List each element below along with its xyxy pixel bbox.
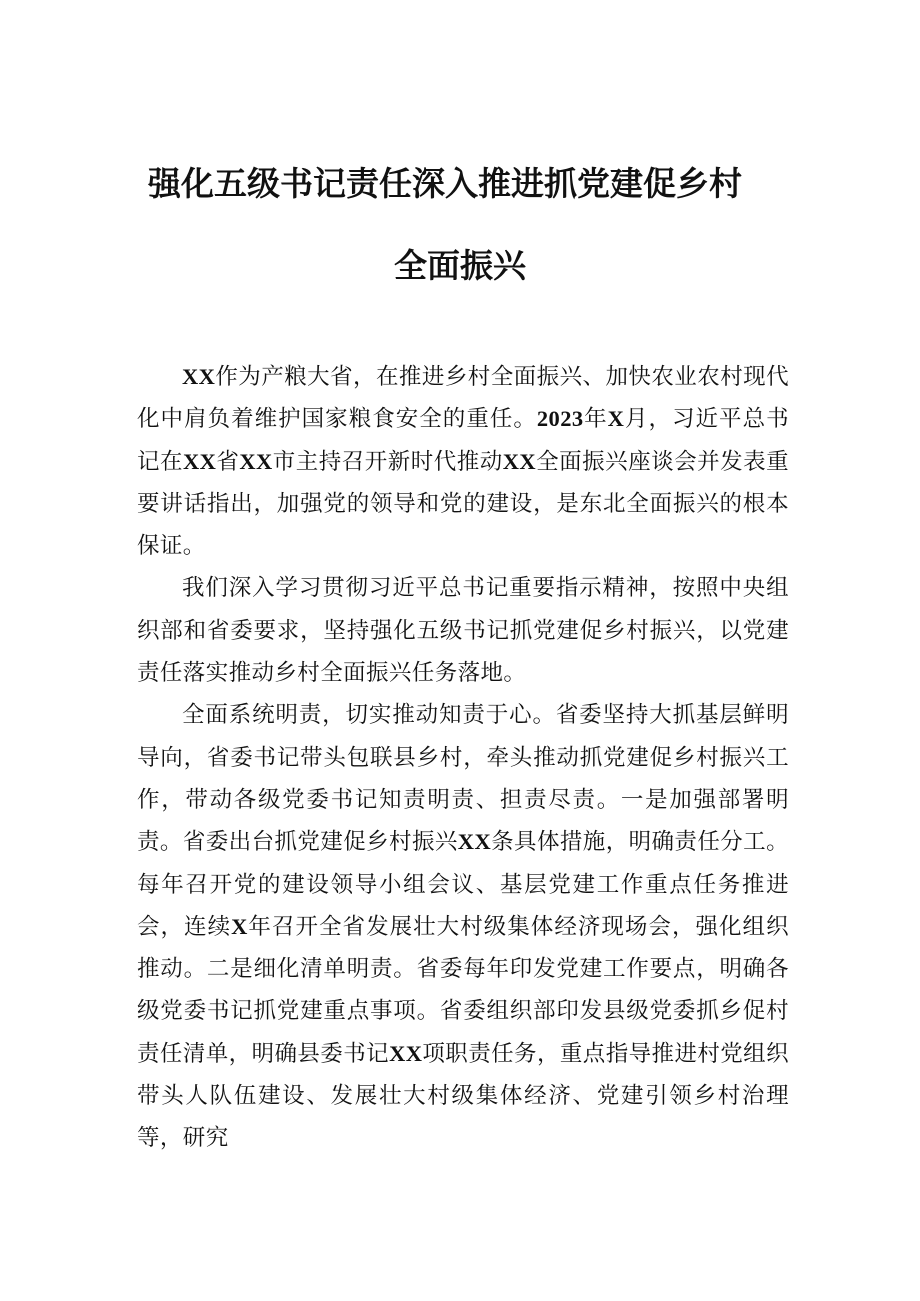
latin-run: XX — [183, 448, 217, 474]
title-line-2: 全面振兴 — [394, 246, 526, 285]
latin-run: XX — [502, 448, 537, 474]
latin-run: XX — [389, 1040, 423, 1066]
document-body — [137, 356, 789, 1160]
latin-run: XX — [457, 829, 492, 855]
paragraph-1: XX作为产粮大省，在推进乡村全面振兴、加快农业农村现代化中肩负着维护国家粮食安全的重任。2023年X月，习近平总书记在XX省XX市主持召开新时代推动XX全面振兴座谈会并发表重要讲话指出，加强党的领导和党的建设，是东北全面振兴的根本保证。 — [137, 364, 789, 560]
latin-run: 2023 — [536, 406, 584, 432]
paragraph-3: 全面系统明责，切实推动知责于心。省委坚持大抓基层鲜明导向，省委书记带头包联县乡村，牵头推动抓党建促乡村振兴工作，带动各级党委书记知责明责、担责尽责。一是加强部署明责。省委出台抓党建促乡村振兴XX条具体措施，明确责任分工。每年召开党的建设领导小组会议、基层党建工作重点任务推进会，连续X年召开全省发展壮大村级集体经济现场会，强化组织推动。二是细化清单明责。省委每年印发党建工作要点，明确各级党委书记抓党建重点事项。省委组织部印发县级党委抓乡促村责任清单，明确县委书记XX项职责任务，重点指导推进村党组织带头人队伍建设、发展壮大村级集体经济、党建引领乡村治理等，研究 — [137, 702, 789, 1152]
latin-run: XX — [182, 364, 216, 389]
latin-run: X — [607, 406, 625, 432]
latin-run: XX — [239, 448, 273, 474]
paragraph-2: 我们深入学习贯彻习近平总书记重要指示精神，按照中央组织部和省委要求，坚持强化五级书记抓党建促乡村振兴，以党建责任落实推动乡村全面振兴任务落地。 — [137, 575, 789, 687]
latin-run: X — [231, 913, 248, 939]
title-line-1: 强化五级书记责任深入推进抓党建促乡村 — [148, 164, 742, 203]
